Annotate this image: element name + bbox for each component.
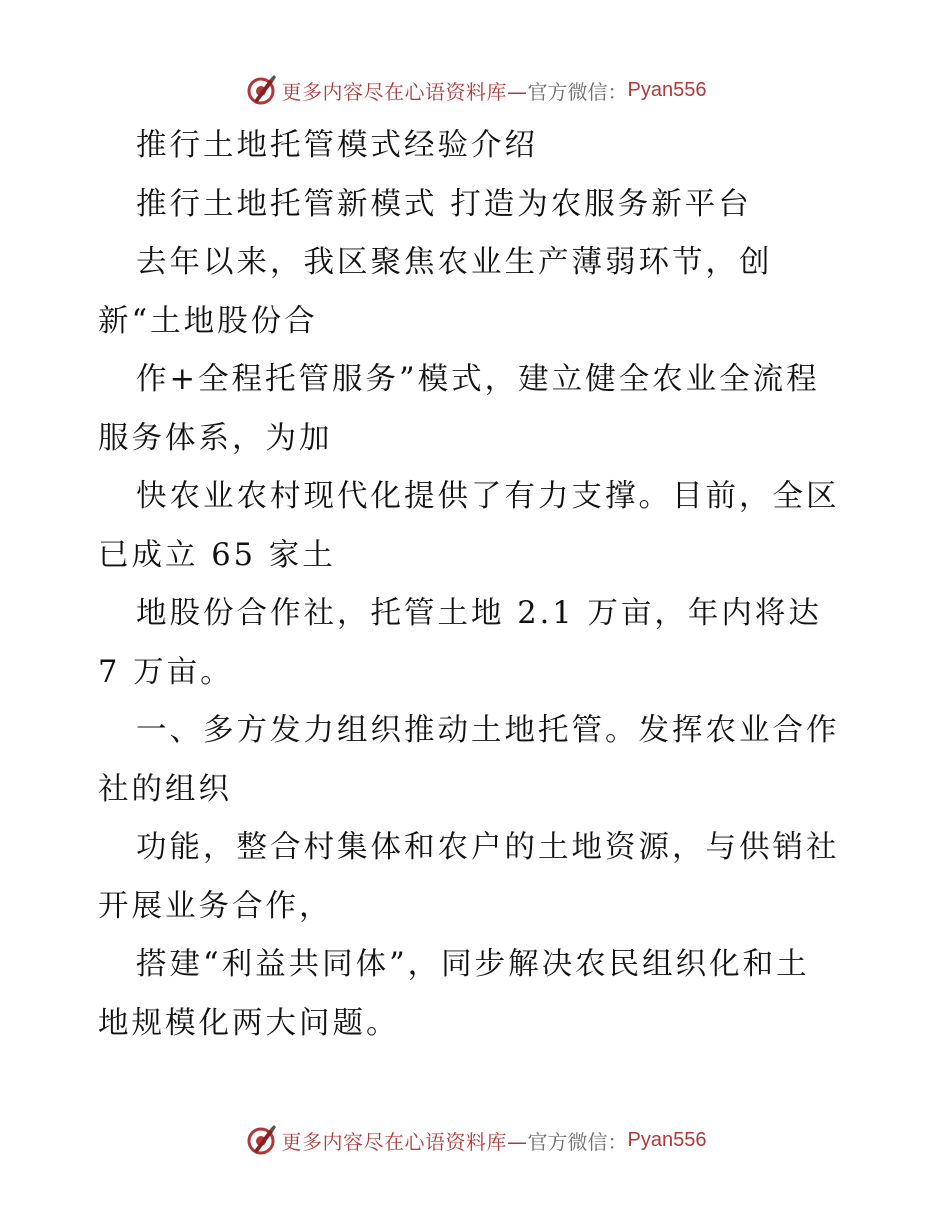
banner-text: 更多内容尽在心语资料库— bbox=[281, 1129, 528, 1154]
pen-logo-icon bbox=[244, 1123, 278, 1157]
pen-logo-icon bbox=[244, 73, 278, 107]
banner-wechat-id: Pyan556 bbox=[627, 1128, 707, 1151]
banner-wechat-label: 官方微信： bbox=[527, 1129, 628, 1154]
document-line: 社的组织 bbox=[98, 771, 232, 807]
document-line: 搭建“利益共同体”，同步解决农民组织化和土 bbox=[136, 947, 810, 982]
footer-banner bbox=[0, 1120, 950, 1160]
document-line: 新“土地股份合 bbox=[98, 303, 318, 339]
document-line: 服务体系，为加 bbox=[98, 420, 333, 456]
document-line: 已成立 65 家土 bbox=[98, 537, 336, 573]
document-line: 功能，整合村集体和农户的土地资源，与供销社 bbox=[136, 830, 840, 865]
banner-text: 更多内容尽在心语资料库— bbox=[281, 79, 528, 104]
document-line: 去年以来，我区聚焦农业生产薄弱环节，创 bbox=[136, 245, 773, 280]
document-line: 7 万亩。 bbox=[98, 654, 234, 690]
document-line: 开展业务合作， bbox=[98, 888, 333, 924]
banner-wechat-label: 官方微信： bbox=[527, 79, 628, 104]
document-line: 推行土地托管模式经验介绍 bbox=[136, 128, 538, 163]
document-body bbox=[98, 117, 858, 1053]
document-line: 作+全程托管服务”模式，建立健全农业全流程 bbox=[136, 362, 820, 397]
header-banner bbox=[0, 70, 950, 110]
document-line: 推行土地托管新模式 打造为农服务新平台 bbox=[136, 186, 752, 222]
document-line: 一、多方发力组织推动土地托管。发挥农业合作 bbox=[136, 713, 840, 748]
document-line: 快农业农村现代化提供了有力支撑。目前，全区 bbox=[136, 479, 840, 514]
banner-wechat-id: Pyan556 bbox=[627, 78, 707, 101]
document-line: 地股份合作社，托管土地 2.1 万亩，年内将达 bbox=[136, 596, 822, 631]
document-line: 地规模化两大问题。 bbox=[98, 1005, 400, 1041]
